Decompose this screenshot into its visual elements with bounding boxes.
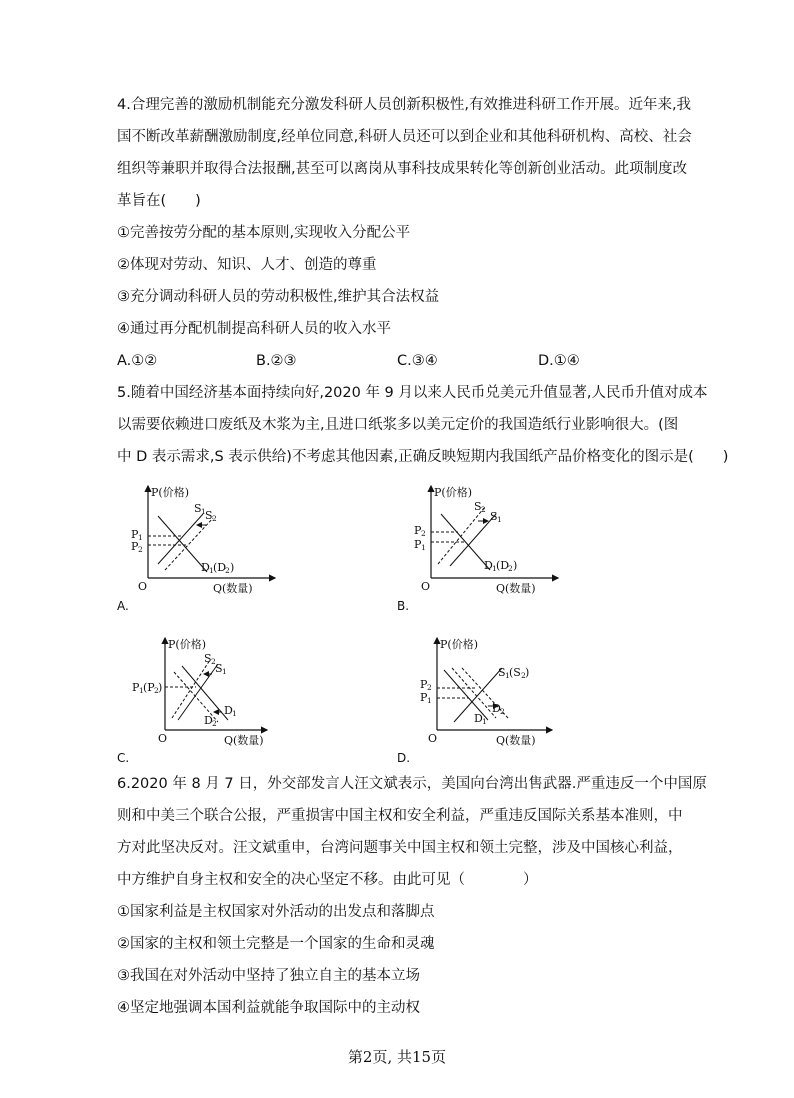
graph-d-letter: D. bbox=[397, 751, 411, 765]
svg-text:2: 2 bbox=[138, 545, 143, 554]
graph-c-label-p: P bbox=[132, 681, 140, 694]
graph-c-letter: C. bbox=[117, 751, 130, 765]
graph-b-label-d: D bbox=[484, 559, 493, 572]
graph-d-x-axis: Q(数量) bbox=[496, 734, 536, 747]
svg-text:1: 1 bbox=[232, 709, 237, 718]
graph-a-origin: O bbox=[138, 580, 148, 593]
graph-b bbox=[408, 478, 578, 598]
q6-statement-3: ③我国在对外活动中坚持了独立自主的基本立场 bbox=[117, 968, 420, 984]
q6-stem-line-1: 6.2020 年 8 月 7 日，外交部发言人汪文斌表示，美国向台湾出售武器.严重违反一个中国原 bbox=[117, 776, 707, 792]
graph-c-y-axis: P(价格) bbox=[168, 638, 206, 651]
svg-text:1: 1 bbox=[222, 667, 227, 676]
q6-statement-2: ②国家的主权和领土完整是一个国家的生命和灵魂 bbox=[117, 936, 435, 952]
svg-text:2: 2 bbox=[508, 564, 513, 573]
q4-stem-line-1: 4.合理完善的激励机制能充分激发科研人员创新积极性,有效推进科研工作开展。近年来,我 bbox=[117, 97, 692, 113]
graph-a-label-s: S bbox=[205, 509, 213, 522]
graph-b-label-s: S bbox=[490, 510, 498, 523]
graph-b-label-p: P bbox=[414, 538, 422, 551]
graph-d-y-axis: P(价格) bbox=[440, 638, 478, 651]
svg-text:(D: (D bbox=[496, 559, 510, 572]
svg-text:(S: (S bbox=[509, 666, 521, 679]
graph-b-label-s: S bbox=[474, 500, 482, 513]
q5-stem-line-3: 中 D 表示需求,S 表示供给)不考虑其他因素,正确反映短期内我国纸产品价格变化的图示是( ) bbox=[117, 449, 729, 465]
svg-text:2: 2 bbox=[154, 686, 159, 695]
svg-text:): ) bbox=[525, 666, 530, 679]
q4-option-b: B.②③ bbox=[256, 353, 297, 369]
svg-text:1: 1 bbox=[427, 696, 432, 705]
svg-text:(P: (P bbox=[143, 681, 155, 694]
svg-text:2: 2 bbox=[427, 683, 432, 692]
svg-text:): ) bbox=[230, 561, 235, 574]
graph-b-label-p: P bbox=[414, 524, 422, 537]
q4-statement-3: ③充分调动科研人员的劳动积极性,维护其合法权益 bbox=[117, 289, 440, 305]
svg-text:2: 2 bbox=[481, 505, 486, 514]
q5-stem-line-2: 以需要依赖进口废纸及木浆为主,且进口纸浆多以美元定价的我国造纸行业影响很大。(图 bbox=[117, 417, 679, 433]
svg-text:2: 2 bbox=[211, 657, 216, 666]
q4-stem-line-2: 国不断改革薪酬激励制度,经单位同意,科研人员还可以到企业和其他科研机构、高校、社会 bbox=[117, 129, 692, 145]
graph-a-label-p: P bbox=[131, 528, 139, 541]
graph-b-y-axis: P(价格) bbox=[434, 486, 472, 499]
svg-text:1: 1 bbox=[482, 717, 487, 726]
q4-statement-1: ①完善按劳分配的基本原则,实现收入分配公平 bbox=[117, 225, 411, 241]
q4-stem-line-4: 革旨在( ) bbox=[117, 193, 201, 209]
graph-b-letter: B. bbox=[397, 599, 410, 613]
q6-stem-line-4: 中方维护自身主权和安全的决心坚定不移。由此可见（ ） bbox=[117, 872, 538, 888]
svg-text:2: 2 bbox=[521, 671, 526, 680]
svg-text:1: 1 bbox=[209, 566, 214, 575]
svg-text:2: 2 bbox=[212, 719, 217, 728]
graph-c-origin: O bbox=[158, 732, 168, 745]
q4-option-d: D.①④ bbox=[538, 353, 580, 369]
graph-c bbox=[132, 630, 312, 750]
q4-option-c: C.③④ bbox=[397, 353, 438, 369]
graph-c-label-s: S bbox=[215, 662, 223, 675]
graph-c-label-d: D bbox=[224, 704, 233, 717]
graph-d-label-d: D bbox=[492, 702, 501, 715]
q4-statement-4: ④通过再分配机制提高科研人员的收入水平 bbox=[117, 321, 391, 337]
graph-a-label-d: D bbox=[201, 561, 210, 574]
q6-stem-line-3: 方对此坚决反对。汪文斌重申，台湾问题事关中国主权和领土完整，涉及中国核心利益， bbox=[117, 840, 683, 856]
svg-text:1: 1 bbox=[505, 671, 510, 680]
graph-d-label-p: P bbox=[420, 691, 428, 704]
graph-a-y-axis: P(价格) bbox=[151, 486, 189, 499]
svg-text:1: 1 bbox=[139, 686, 144, 695]
graph-a-x-axis: Q(数量) bbox=[213, 582, 253, 595]
svg-text:): ) bbox=[158, 681, 163, 694]
svg-text:1: 1 bbox=[497, 515, 502, 524]
graph-a-label-p: P bbox=[131, 540, 139, 553]
graph-d-label-s: S bbox=[498, 666, 506, 679]
svg-text:1: 1 bbox=[201, 507, 206, 516]
q6-statement-4: ④坚定地强调本国利益就能争取国际中的主动权 bbox=[117, 1000, 420, 1016]
graph-c-label-s: S bbox=[204, 652, 212, 665]
graph-b-x-axis: Q(数量) bbox=[496, 582, 536, 595]
graph-d-label-p: P bbox=[420, 678, 428, 691]
q4-option-a: A.①② bbox=[117, 353, 158, 369]
q6-stem-line-2: 则和中美三个联合公报，严重损害中国主权和安全利益，严重违反国际关系基本准则，中 bbox=[117, 808, 683, 824]
svg-text:1: 1 bbox=[421, 543, 426, 552]
page-footer: 第2页, 共15页 bbox=[347, 1048, 447, 1066]
graph-c-x-axis: Q(数量) bbox=[224, 734, 264, 747]
svg-text:2: 2 bbox=[225, 566, 230, 575]
q4-stem-line-3: 组织等兼职并取得合法报酬,甚至可以离岗从事科技成果转化等创新创业活动。此项制度改 bbox=[117, 161, 688, 177]
svg-text:): ) bbox=[513, 559, 518, 572]
svg-text:1: 1 bbox=[492, 564, 497, 573]
graph-b-origin: O bbox=[421, 580, 431, 593]
svg-text:2: 2 bbox=[212, 514, 217, 523]
q6-statement-1: ①国家利益是主权国家对外活动的出发点和落脚点 bbox=[117, 904, 435, 920]
svg-text:2: 2 bbox=[421, 529, 426, 538]
graph-a-label-s: S bbox=[194, 502, 202, 515]
q4-statement-2: ②体现对劳动、知识、人才、创造的尊重 bbox=[117, 257, 377, 273]
graph-d-label-d: D bbox=[474, 712, 483, 725]
graph-d-origin: O bbox=[428, 732, 438, 745]
graph-c-label-d: D bbox=[204, 714, 213, 727]
svg-text:1: 1 bbox=[138, 533, 143, 542]
q5-stem-line-1: 5.随着中国经济基本面持续向好,2020 年 9 月以来人民币兑美元升值显著,人民币升值对成本 bbox=[117, 385, 708, 401]
graph-a bbox=[125, 478, 295, 598]
svg-text:(D: (D bbox=[213, 561, 227, 574]
graph-d bbox=[414, 630, 584, 750]
svg-text:2: 2 bbox=[500, 707, 505, 716]
graph-a-letter: A. bbox=[117, 599, 129, 613]
